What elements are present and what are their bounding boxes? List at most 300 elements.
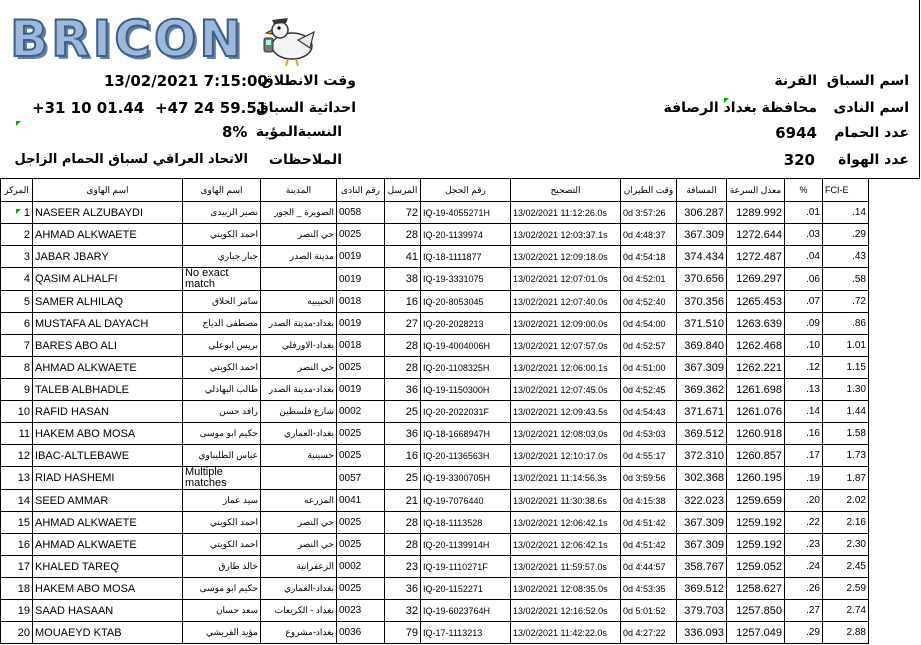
ring-number-cell: IQ-20-1108325H	[421, 357, 511, 379]
fancier-name-cell: RIAD HASHEMI	[33, 467, 183, 490]
table-row	[1, 578, 869, 600]
fancier-arabic-name-cell: سامر الحلاق	[183, 291, 261, 313]
clock-time-cell: 13/02/2021 12:09:43.5s	[511, 401, 621, 423]
col-fci: FCI-E	[823, 179, 869, 202]
sent-count-cell: 28	[385, 512, 421, 534]
sent-count-cell: 38	[385, 268, 421, 291]
fanciers-value: 320	[783, 151, 815, 169]
sent-count-cell: 28	[385, 224, 421, 246]
ring-number-cell: IQ-19-4004006H	[421, 335, 511, 357]
fancier-arabic-name-cell: احمد الكويتي	[183, 224, 261, 246]
speed-cell: 1257.850	[727, 600, 785, 622]
fanciers-label: عدد الهواة	[838, 152, 909, 168]
city-cell: حي النصر	[261, 357, 337, 379]
percent-cell: .29	[785, 622, 823, 644]
city-cell: بغداد - الكريعات	[261, 600, 337, 622]
fancier-arabic-name-cell: Multiple matches	[183, 467, 261, 490]
percent-cell: .24	[785, 556, 823, 578]
speed-cell: 1262.468	[727, 335, 785, 357]
sent-count-cell: 21	[385, 490, 421, 512]
pigeon-icon	[250, 6, 320, 68]
percent-cell: .04	[785, 246, 823, 268]
col-flight: وقت الطيران	[621, 179, 677, 202]
release-value: 13/02/2021 7:15:00	[104, 72, 268, 90]
table-row	[1, 600, 869, 622]
ring-number-cell: IQ-18-1113528	[421, 512, 511, 534]
club-number-cell: 0019	[337, 268, 385, 291]
sent-count-cell: 36	[385, 423, 421, 445]
birds-value: 6944	[775, 124, 817, 142]
speed-cell: 1259.192	[727, 534, 785, 556]
percent-cell: .09	[785, 313, 823, 335]
percent-cell: .20	[785, 490, 823, 512]
ring-number-cell: IQ-20-1136563H	[421, 445, 511, 467]
fancier-arabic-name-cell: احمد الكويتي	[183, 534, 261, 556]
birds-label: عدد الحمام	[834, 125, 909, 141]
flight-time-cell: 0d 4:15:38	[621, 490, 677, 512]
percent-cell: .27	[785, 600, 823, 622]
club-number-cell: 0036	[337, 622, 385, 644]
col-ring: رقم الحجل	[421, 179, 511, 202]
club-number-cell: 0058	[337, 202, 385, 224]
rank-cell: 11	[1, 423, 33, 445]
flight-time-cell: 0d 3:59:56	[621, 467, 677, 490]
speed-cell: 1262.221	[727, 357, 785, 379]
coords-label: احداثية السباق	[256, 100, 356, 116]
speed-cell: 1261.076	[727, 401, 785, 423]
table-row	[1, 246, 869, 268]
clock-time-cell: 13/02/2021 11:14:56.3s	[511, 467, 621, 490]
col-distance: المسافة	[677, 179, 727, 202]
table-header-row	[1, 179, 869, 202]
fancier-name-cell: KHALED TAREQ	[33, 556, 183, 578]
sent-count-cell: 28	[385, 335, 421, 357]
city-cell: حي النصر	[261, 224, 337, 246]
flight-time-cell: 0d 4:51:42	[621, 512, 677, 534]
fancier-name-cell: AHMAD ALKWAETE	[33, 534, 183, 556]
fancier-arabic-name-cell: رافد حسن	[183, 401, 261, 423]
club-number-cell: 0002	[337, 556, 385, 578]
percent-cell: .10	[785, 335, 823, 357]
fancier-arabic-name-cell: مؤيد القريشي	[183, 622, 261, 644]
fancier-name-cell: HAKEM ABO MOSA	[33, 578, 183, 600]
fancier-arabic-name-cell: احمد الكويتي	[183, 357, 261, 379]
distance-cell: 336.093	[677, 622, 727, 644]
ring-number-cell: IQ-20-2022031F	[421, 401, 511, 423]
fancier-arabic-name-cell: حكيم ابو موسى	[183, 578, 261, 600]
table-row	[1, 467, 869, 490]
speed-cell: 1260.857	[727, 445, 785, 467]
ring-number-cell: IQ-20-2028213	[421, 313, 511, 335]
city-cell: حسينية	[261, 445, 337, 467]
club-label: اسم النادى	[833, 100, 909, 116]
clock-time-cell: 13/02/2021 12:06:42.1s	[511, 534, 621, 556]
sent-count-cell: 16	[385, 445, 421, 467]
rank-cell: 16	[1, 534, 33, 556]
fci-cell: 2.59	[823, 578, 869, 600]
sent-count-cell: 79	[385, 622, 421, 644]
distance-cell: 374.434	[677, 246, 727, 268]
fci-cell: 1.30	[823, 379, 869, 401]
col-clock: التصحيح	[511, 179, 621, 202]
percent-cell: .14	[785, 401, 823, 423]
fancier-name-cell: RAFID HASAN	[33, 401, 183, 423]
ring-number-cell: IQ-19-6023764H	[421, 600, 511, 622]
city-cell	[261, 467, 337, 490]
ring-number-cell: IQ-19-7076440	[421, 490, 511, 512]
rank-cell: 18	[1, 578, 33, 600]
sent-count-cell: 32	[385, 600, 421, 622]
cell-marker	[724, 98, 729, 103]
rank-cell: 2	[1, 224, 33, 246]
table-row	[1, 335, 869, 357]
flight-time-cell: 0d 4:27:22	[621, 622, 677, 644]
rank-cell: 19	[1, 600, 33, 622]
flight-time-cell: 0d 4:54:43	[621, 401, 677, 423]
col-speed: معدل السرعة	[727, 179, 785, 202]
speed-cell: 1263.639	[727, 313, 785, 335]
distance-cell: 358.767	[677, 556, 727, 578]
flight-time-cell: 0d 4:44:57	[621, 556, 677, 578]
table-row	[1, 401, 869, 423]
clock-time-cell: 13/02/2021 12:16:52.0s	[511, 600, 621, 622]
percent-cell: .26	[785, 578, 823, 600]
col-name-ar: اسم الهاوى	[183, 179, 261, 202]
rank-cell: 6	[1, 313, 33, 335]
percent-cell: .01	[785, 202, 823, 224]
distance-cell: 372.310	[677, 445, 727, 467]
city-cell: بغداد-مدينة الصدر	[261, 313, 337, 335]
city-cell	[261, 268, 337, 291]
fancier-name-cell: JABAR JBARY	[33, 246, 183, 268]
distance-cell: 379.703	[677, 600, 727, 622]
table-row	[1, 423, 869, 445]
percent-cell: .17	[785, 445, 823, 467]
distance-cell: 371.510	[677, 313, 727, 335]
fancier-arabic-name-cell: خالد طارق	[183, 556, 261, 578]
club-number-cell: 0025	[337, 445, 385, 467]
notes-value: الاتحاد العراقي لسباق الحمام الزاجل	[14, 152, 248, 167]
sent-count-cell: 25	[385, 401, 421, 423]
table-row	[1, 313, 869, 335]
ring-number-cell: IQ-20-1139914H	[421, 534, 511, 556]
fancier-name-cell: SAAD HASAAN	[33, 600, 183, 622]
clock-time-cell: 13/02/2021 12:07:57.0s	[511, 335, 621, 357]
fancier-arabic-name-cell: بريس ابوعلي	[183, 335, 261, 357]
table-row	[1, 224, 869, 246]
fancier-arabic-name-cell: سيد عمار	[183, 490, 261, 512]
sent-count-cell: 28	[385, 534, 421, 556]
city-cell: بغداد-مشروع	[261, 622, 337, 644]
table-row	[1, 379, 869, 401]
speed-cell: 1259.052	[727, 556, 785, 578]
fci-cell: 2.30	[823, 534, 869, 556]
distance-cell: 369.362	[677, 379, 727, 401]
fancier-name-cell: QASIM ALHALFI	[33, 268, 183, 291]
table-row	[1, 202, 869, 224]
city-cell: الحبيبيه	[261, 291, 337, 313]
fancier-name-cell: TALEB ALBHADLE	[33, 379, 183, 401]
rank-cell: 5	[1, 291, 33, 313]
percent-value: 8%	[222, 123, 248, 141]
col-rank: المركز	[1, 179, 33, 202]
ring-number-cell: IQ-20-1152271	[421, 578, 511, 600]
speed-cell: 1289.992	[727, 202, 785, 224]
percent-label: النسبةالمؤية	[255, 124, 342, 140]
sent-count-cell: 36	[385, 379, 421, 401]
sent-count-cell: 27	[385, 313, 421, 335]
flight-time-cell: 0d 4:51:00	[621, 357, 677, 379]
fancier-arabic-name-cell: جبار جباري	[183, 246, 261, 268]
city-cell: حي النصر	[261, 534, 337, 556]
distance-cell: 369.512	[677, 423, 727, 445]
fancier-name-cell: NASEER ALZUBAYDI	[33, 202, 183, 224]
speed-cell: 1258.627	[727, 578, 785, 600]
flight-time-cell: 0d 4:53:35	[621, 578, 677, 600]
speed-cell: 1259.192	[727, 512, 785, 534]
table-row	[1, 268, 869, 291]
rank-cell: 20	[1, 622, 33, 644]
table-row	[1, 512, 869, 534]
fancier-arabic-name-cell: مصطفى الدياج	[183, 313, 261, 335]
ring-number-cell: IQ-20-1139974	[421, 224, 511, 246]
fancier-name-cell: AHMAD ALKWAETE	[33, 224, 183, 246]
fci-cell: 1.44	[823, 401, 869, 423]
ring-number-cell: IQ-18-1111877	[421, 246, 511, 268]
fancier-arabic-name-cell: عباس الطليباوي	[183, 445, 261, 467]
fancier-arabic-name-cell: سعد حسان	[183, 600, 261, 622]
clock-time-cell: 13/02/2021 12:08:03.0s	[511, 423, 621, 445]
col-name-en: اسم الهاوى	[33, 179, 183, 202]
distance-cell: 370.656	[677, 268, 727, 291]
distance-cell: 306.287	[677, 202, 727, 224]
rank-cell: 3	[1, 246, 33, 268]
cell-marker	[16, 121, 21, 126]
sent-count-cell: 16	[385, 291, 421, 313]
fci-cell: .72	[823, 291, 869, 313]
fancier-arabic-name-cell: طالب البهادلي	[183, 379, 261, 401]
club-number-cell: 0025	[337, 578, 385, 600]
club-number-cell: 0018	[337, 335, 385, 357]
flight-time-cell: 0d 4:53:03	[621, 423, 677, 445]
fancier-name-cell: MUSTAFA AL DAYACH	[33, 313, 183, 335]
rank-cell: 10	[1, 401, 33, 423]
coord-lat: +31 10 01.44	[32, 99, 145, 117]
city-cell: الزعفرانية	[261, 556, 337, 578]
fancier-name-cell: AHMAD ALKWAETE	[33, 512, 183, 534]
fancier-name-cell: AHMAD ALKWAETE	[33, 357, 183, 379]
flight-time-cell: 0d 5:01:52	[621, 600, 677, 622]
city-cell: بغداد-مدينة الصدر	[261, 379, 337, 401]
fci-cell: 1.73	[823, 445, 869, 467]
fci-cell: 2.02	[823, 490, 869, 512]
sent-count-cell: 25	[385, 467, 421, 490]
fancier-arabic-name-cell: حكيم ابو موسى	[183, 423, 261, 445]
fci-cell: 1.87	[823, 467, 869, 490]
distance-cell: 369.840	[677, 335, 727, 357]
club-number-cell: 0019	[337, 246, 385, 268]
release-label: وقت الانطلاق	[261, 73, 356, 89]
club-number-cell: 0057	[337, 467, 385, 490]
clock-time-cell: 13/02/2021 11:59:57.0s	[511, 556, 621, 578]
sent-count-cell: 41	[385, 246, 421, 268]
fancier-name-cell: BARES ABO ALI	[33, 335, 183, 357]
club-value: محافظة بغداد الرصافة	[663, 100, 817, 116]
fci-cell: 1.15	[823, 357, 869, 379]
flight-time-cell: 0d 4:52:01	[621, 268, 677, 291]
rank-cell: 9	[1, 379, 33, 401]
fancier-name-cell: MOUAEYD KTAB	[33, 622, 183, 644]
ring-number-cell: IQ-19-4055271H	[421, 202, 511, 224]
clock-time-cell: 13/02/2021 12:09:00.0s	[511, 313, 621, 335]
fci-cell: .86	[823, 313, 869, 335]
flight-time-cell: 0d 4:52:40	[621, 291, 677, 313]
distance-cell: 371.671	[677, 401, 727, 423]
distance-cell: 302.368	[677, 467, 727, 490]
percent-cell: .13	[785, 379, 823, 401]
rank-cell: 15	[1, 512, 33, 534]
clock-time-cell: 13/02/2021 12:06:42.1s	[511, 512, 621, 534]
flight-time-cell: 0d 4:51:42	[621, 534, 677, 556]
clock-time-cell: 13/02/2021 11:42:22.0s	[511, 622, 621, 644]
clock-time-cell: 13/02/2021 12:07:45.0s	[511, 379, 621, 401]
distance-cell: 367.309	[677, 534, 727, 556]
club-number-cell: 0019	[337, 379, 385, 401]
rank-cell: 17	[1, 556, 33, 578]
fci-cell: 2.16	[823, 512, 869, 534]
col-pct: %	[785, 179, 823, 202]
flight-time-cell: 0d 4:52:45	[621, 379, 677, 401]
col-club: رقم النادى	[337, 179, 385, 202]
fci-cell: 1.58	[823, 423, 869, 445]
percent-cell: .07	[785, 291, 823, 313]
city-cell: مدينة الصدر	[261, 246, 337, 268]
city-cell: بغداد-العماري	[261, 423, 337, 445]
fancier-arabic-name-cell: No exact match	[183, 268, 261, 291]
race-name-value: القرنة	[774, 73, 817, 89]
ring-number-cell: IQ-19-1150300H	[421, 379, 511, 401]
rank-cell: 7	[1, 335, 33, 357]
clock-time-cell: 13/02/2021 12:03:37.1s	[511, 224, 621, 246]
speed-cell: 1257.049	[727, 622, 785, 644]
col-sent: المرسل	[385, 179, 421, 202]
percent-cell: .12	[785, 357, 823, 379]
rank-cell: 12	[1, 445, 33, 467]
speed-cell: 1259.659	[727, 490, 785, 512]
club-number-cell: 0002	[337, 401, 385, 423]
sent-count-cell: 23	[385, 556, 421, 578]
distance-cell: 367.309	[677, 357, 727, 379]
ring-number-cell: IQ-18-1668947H	[421, 423, 511, 445]
table-row	[1, 357, 869, 379]
city-cell: الصويرة _ الجور	[261, 202, 337, 224]
flight-time-cell: 0d 4:54:18	[621, 246, 677, 268]
table-row	[1, 490, 869, 512]
fancier-arabic-name-cell: نصير الزبيدى	[183, 202, 261, 224]
distance-cell: 367.309	[677, 512, 727, 534]
speed-cell: 1272.487	[727, 246, 785, 268]
percent-cell: .23	[785, 534, 823, 556]
notes-label: الملاحظات	[268, 152, 342, 168]
flight-time-cell: 0d 4:54:00	[621, 313, 677, 335]
fancier-name-cell: SAMER ALHILAQ	[33, 291, 183, 313]
percent-cell: .19	[785, 467, 823, 490]
fci-cell: 2.74	[823, 600, 869, 622]
table-row	[1, 622, 869, 644]
fci-cell: .29	[823, 224, 869, 246]
fci-cell: .43	[823, 246, 869, 268]
logo-text: BRICON	[10, 10, 245, 68]
percent-cell: .16	[785, 423, 823, 445]
fancier-name-cell: HAKEM ABO MOSA	[33, 423, 183, 445]
percent-cell: .22	[785, 512, 823, 534]
race-name-label: اسم السباق	[826, 73, 909, 89]
speed-cell: 1260.918	[727, 423, 785, 445]
results-table	[0, 178, 869, 644]
bricon-logo	[10, 6, 310, 68]
ring-number-cell: IQ-19-3300705H	[421, 467, 511, 490]
city-cell: حي النصر	[261, 512, 337, 534]
rank-cell: 1	[1, 202, 33, 224]
club-number-cell: 0025	[337, 224, 385, 246]
sent-count-cell: 72	[385, 202, 421, 224]
flight-time-cell: 0d 3:57:26	[621, 202, 677, 224]
city-cell: المزرعه	[261, 490, 337, 512]
club-number-cell: 0025	[337, 423, 385, 445]
flight-time-cell: 0d 4:55:17	[621, 445, 677, 467]
speed-cell: 1269.297	[727, 268, 785, 291]
percent-cell: .03	[785, 224, 823, 246]
club-number-cell: 0025	[337, 534, 385, 556]
fci-cell: 2.88	[823, 622, 869, 644]
coord-lon: +47 24 59.51	[155, 99, 268, 117]
speed-cell: 1260.195	[727, 467, 785, 490]
fancier-arabic-name-cell: احمد الكويتي	[183, 512, 261, 534]
fci-cell: 1.01	[823, 335, 869, 357]
rank-cell: 4	[1, 268, 33, 291]
rank-cell: 13	[1, 467, 33, 490]
clock-time-cell: 13/02/2021 11:12:26.0s	[511, 202, 621, 224]
city-cell: بغداد-الاورفلي	[261, 335, 337, 357]
ring-number-cell: IQ-19-1110271F	[421, 556, 511, 578]
table-row	[1, 445, 869, 467]
speed-cell: 1272.644	[727, 224, 785, 246]
clock-time-cell: 13/02/2021 12:07:40.0s	[511, 291, 621, 313]
fancier-name-cell: IBAC-ALTLEBAWE	[33, 445, 183, 467]
city-cell: شارع فلسطين	[261, 401, 337, 423]
clock-time-cell: 13/02/2021 12:06:00.1s	[511, 357, 621, 379]
clock-time-cell: 13/02/2021 12:07:01.0s	[511, 268, 621, 291]
club-number-cell: 0018	[337, 291, 385, 313]
ring-number-cell: IQ-20-8053045	[421, 291, 511, 313]
percent-cell: .06	[785, 268, 823, 291]
flight-time-cell: 0d 4:48:37	[621, 224, 677, 246]
table-row	[1, 534, 869, 556]
city-cell: بغداد-العماري	[261, 578, 337, 600]
clock-time-cell: 13/02/2021 12:10:17.0s	[511, 445, 621, 467]
clock-time-cell: 13/02/2021 12:09:18.0s	[511, 246, 621, 268]
sent-count-cell: 28	[385, 357, 421, 379]
club-number-cell: 0025	[337, 357, 385, 379]
fci-cell: .14	[823, 202, 869, 224]
col-city: المدينة	[261, 179, 337, 202]
club-number-cell: 0019	[337, 313, 385, 335]
club-number-cell: 0023	[337, 600, 385, 622]
clock-time-cell: 13/02/2021 11:30:38.6s	[511, 490, 621, 512]
rank-cell: 8	[1, 357, 33, 379]
speed-cell: 1261.698	[727, 379, 785, 401]
table-row	[1, 291, 869, 313]
